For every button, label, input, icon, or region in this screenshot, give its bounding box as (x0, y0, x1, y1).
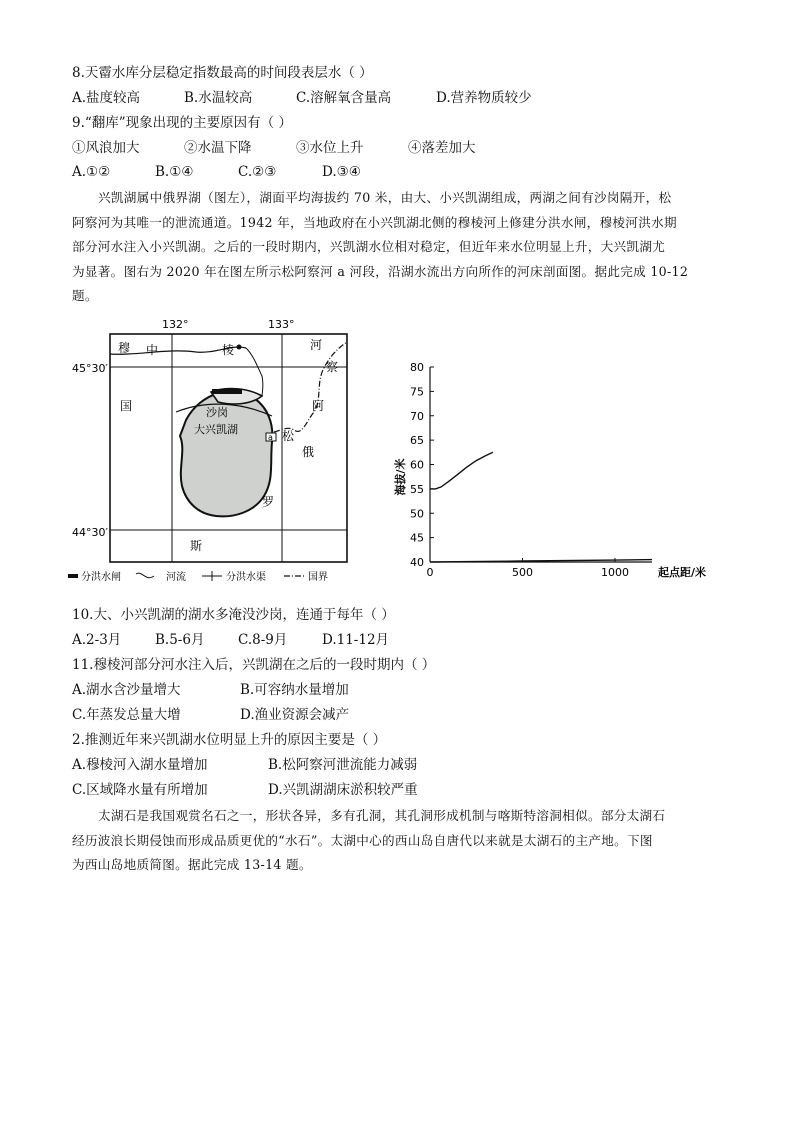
question-11-stem: 11.穆棱河部分河水注入后，兴凯湖在之后的一段时期内（ ） (72, 657, 436, 673)
passage1-line3: 部分河水注入小兴凯湖。之后的一段时期内，兴凯湖水位相对稳定，但近年来水位明显上升，大兴凯湖尤 (72, 239, 666, 254)
q11-option-d[interactable]: D.渔业资源会减产 (240, 707, 350, 723)
chart-series (430, 452, 652, 562)
q9-option-c[interactable]: C.②③ (238, 164, 277, 180)
border-line (274, 342, 347, 432)
q8-option-b[interactable]: B.水温较高 (184, 90, 253, 106)
passage-taihu-stone (72, 804, 722, 878)
legend-border: 国界 (308, 572, 328, 583)
legend-river-symbol (136, 573, 154, 578)
q12-option-d[interactable]: D.兴凯湖湖床淤积较严重 (268, 782, 418, 798)
q11-option-a[interactable]: A.湖水含沙量增大 (72, 682, 181, 698)
q12-option-a[interactable]: A.穆棱河入湖水量增加 (72, 757, 208, 773)
legend-gate-symbol (68, 574, 78, 578)
passage1-line5: 题。 (72, 288, 98, 303)
y-tick-label: 60 (410, 458, 424, 472)
lon-133-label: 133° (268, 318, 295, 331)
q9-option-d[interactable]: D.③④ (322, 164, 361, 180)
question-9-stem: 9.“翻库”现象出现的主要原因有（ ） (72, 115, 292, 131)
chart-axes (393, 361, 706, 579)
q9-reason-4: ④落差加大 (408, 140, 476, 156)
label-daxingkai: 大兴凯湖 (194, 423, 238, 436)
q11-option-c[interactable]: C.年蒸发总量大增 (72, 707, 181, 723)
y-tick-label: 80 (410, 361, 424, 374)
legend-gate: 分洪水闸 (81, 572, 121, 583)
legend-canal: 分洪水渠 (226, 572, 266, 583)
x-tick-label: 0 (426, 566, 434, 579)
y-tick-label: 65 (410, 434, 424, 448)
q9-option-b[interactable]: B.①④ (155, 164, 194, 180)
label-leng: 棱 (222, 343, 235, 357)
label-guo: 国 (120, 399, 133, 413)
passage1-line4: 为显著。图右为 2020 年在图左所示松阿察河 a 河段，沿湖水流出方向所作的河床剖面图。据此完成 10-12 (72, 263, 689, 279)
q8-option-d[interactable]: D.营养物质较少 (436, 90, 532, 106)
passage1-line1: 兴凯湖属中俄界湖（图左），湖面平均海拔约 70 米，由大、小兴凯湖组成，两湖之间有沙岗隔开，松 (98, 190, 672, 205)
question-12-stem: 2.推测近年来兴凯湖水位明显上升的原因主要是（ ） (72, 732, 387, 748)
section-a-label: a (268, 433, 273, 442)
passage-xingkai-lake (72, 186, 722, 309)
legend-river: 河流 (166, 572, 186, 583)
label-zhong: 中 (146, 343, 159, 357)
passage1-line2: 阿察河为其唯一的泄流通道。1942 年，当地政府在小兴凯湖北侧的穆棱河上修建分洪水闸，穆棱河洪水期 (72, 214, 677, 230)
q10-option-a[interactable]: A.2-3月 (72, 632, 122, 648)
riverbed-profile-chart (390, 352, 707, 582)
y-tick-label: 70 (410, 409, 424, 423)
label-cha: 察 (326, 360, 339, 374)
q10-option-c[interactable]: C.8-9月 (238, 632, 288, 648)
q10-option-b[interactable]: B.5-6月 (155, 632, 205, 648)
q8-option-c[interactable]: C.溶解氧含量高 (296, 90, 392, 106)
gate-point (237, 345, 242, 350)
label-si: 斯 (190, 539, 203, 553)
x-axis-label: 起点距/米 (658, 566, 707, 579)
y-tick-label: 40 (410, 556, 424, 569)
label-shagang: 沙岗 (206, 406, 228, 419)
q8-option-a[interactable]: A.盐度较高 (72, 90, 141, 106)
passage2-line3: 为西山岛地质简图。据此完成 13-14 题。 (72, 857, 312, 872)
label-a: 阿 (312, 399, 325, 413)
q9-reason-3: ③水位上升 (296, 140, 364, 156)
lat-44-30-label: 44°30′ (72, 526, 108, 539)
q9-reason-2: ②水温下降 (184, 140, 252, 156)
label-he: 河 (310, 338, 323, 352)
question-8-stem: 8.天霤水库分层稳定指数最高的时间段表层水（ ） (72, 65, 373, 81)
label-song: 松 (282, 429, 295, 443)
label-e: 俄 (302, 445, 315, 459)
y-tick-label: 45 (410, 531, 424, 545)
label-mu: 穆 (118, 341, 131, 355)
diversion-gate-symbol (212, 389, 242, 394)
x-tick-label: 500 (512, 566, 533, 579)
question-10-stem: 10.大、小兴凯湖的湖水多淹没沙岗，连通于每年（ ） (72, 607, 395, 623)
diversion-canal (246, 348, 263, 396)
q12-option-b[interactable]: B.松阿察河泄流能力减弱 (268, 757, 418, 773)
q11-option-b[interactable]: B.可容纳水量增加 (240, 682, 349, 698)
q10-option-d[interactable]: D.11-12月 (322, 632, 390, 648)
y-tick-label: 75 (410, 385, 424, 399)
y-tick-label: 50 (410, 507, 424, 521)
x-tick-label: 1000 (601, 566, 629, 579)
label-luo: 罗 (262, 495, 275, 509)
q12-option-c[interactable]: C.区域降水量有所增加 (72, 782, 208, 798)
lon-132-label: 132° (162, 318, 189, 331)
y-tick-label: 55 (410, 482, 424, 496)
lat-45-30-label: 45°30′ (72, 362, 108, 375)
xingkai-lake-map (66, 312, 366, 590)
q9-option-a[interactable]: A.①② (72, 164, 111, 180)
y-axis-label: 海拔/米 (394, 458, 407, 496)
passage2-line2: 经历波浪长期侵蚀而形成品质更优的“水石”。太湖中心的西山岛自唐代以来就是太湖石的主产地。下图 (72, 832, 653, 848)
passage2-line1: 太湖石是我国观赏名石之一，形状各异，多有孔洞，其孔洞形成机制与喀斯特溶洞相似。部分太湖石 (98, 808, 666, 823)
series-line-0 (430, 452, 493, 489)
q9-reason-1: ①风浪加大 (72, 140, 140, 156)
